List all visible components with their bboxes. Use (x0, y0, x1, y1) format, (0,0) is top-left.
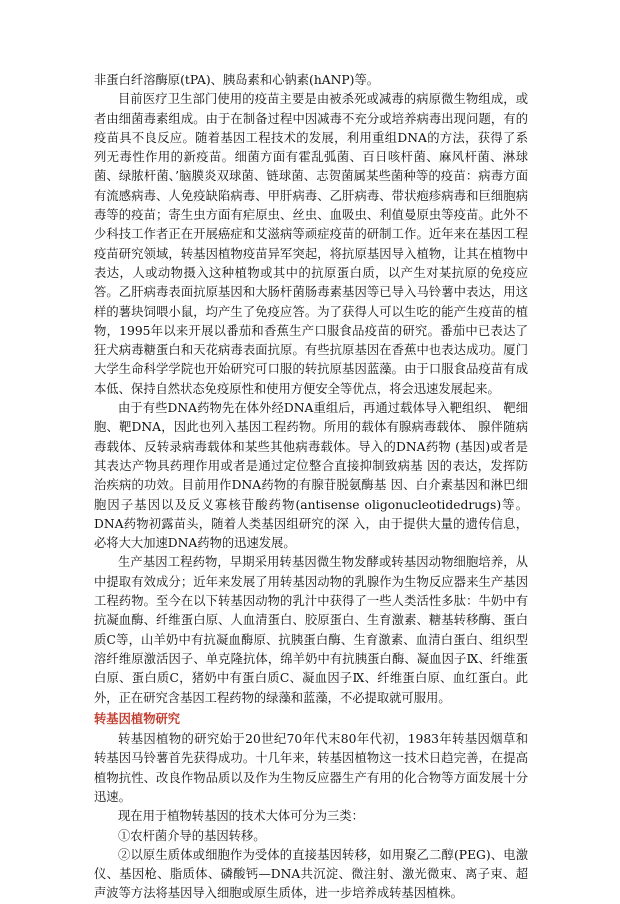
paragraph-vaccines: 目前医疗卫生部门使用的疫苗主要是由被杀死或减毒的病原微生物组成，或者由细菌毒素组成。由于在制备过程中因减毒不充分或培养病毒出现问题，有的疫苗具不良反应。随着基因工程技术的发展，利用重组DNA的方法，获得了系列无毒性作用的新疫苗。细菌方面有霍乱弧菌、百日咳杆菌、麻风杆菌、淋球菌、绿脓杆菌、’脑膜炎双球菌、链球菌、志贺菌属某些菌种等的疫苗：病毒方面有流感病毒、人免疫缺陷病毒、甲肝病毒、乙肝病毒、带状疱疹病毒和巨细胞病毒等的疫苗；寄生虫方面有疟原虫、丝虫、血吸虫、利值曼原虫等疫苗。此外不少科技工作者正在开展癌症和艾滋病等顽症疫苗的研制工作。近年来在基因工程疫苗研究领域，转基因植物疫苗异军突起，将抗原基因导入植物，让其在植物中表达，人或动物摄入这种植物或其中的抗原蛋白质，以产生对某抗原的免疫应答。乙肝病毒表面抗原基因和大肠杆菌肠毒素基因等已导入马铃薯中表达，用这样的薯块饲喂小鼠，均产生了免疫应答。为了获得人可以生吃的能产生疫苗的植物，1995年以来开展以番茄和香蕉生产口服食品疫苗的研究。番茄中已表达了狂犬病毒糖蛋白和天花病毒表面抗原。有些抗原基因在香蕉中也表达成功。厦门大学生命科学学院也开始研究可口服的转抗原基因蓝藻。由于口服食品疫苗有成本低、保持自然状态免疫原性和使用方便安全等优点，将会迅速发展起来。 (94, 92, 528, 396)
paragraph-transgenic-plants: 转基因植物的研究始于20世纪70年代末80年代初，1983年转基因烟草和转基因马铃薯首先获得成功。十几年来，转基因植物这一技术日趋完善，在提高植物抗性、改良作物品质以及作为生物反应器生产有用的化合物等方面发展十分迅速。 (94, 732, 528, 804)
paragraph-tpa-continuation: 非蛋白纤溶酶原(tPA)、胰岛素和心钠素(hANP)等。 (94, 73, 380, 87)
section-heading: 转基因植物研究 (94, 710, 181, 726)
paragraph-transgenic-animals: 生产基因工程药物，早期采用转基因微生物发酵或转基因动物细胞培养，从中提取有效成分；近年来发展了用转基因动物的乳腺作为生物反应器来生产基因工程药物。至今在以下转基因动物的乳汁中获得了一些人类活性多肽：牛奶中有抗凝血酶、纤维蛋白原、人血清蛋白、胶原蛋白、生育激素、糖基转移酶、蛋白质C等，山羊奶中有抗凝血酶原、抗胰蛋白酶、生育激素、血清白蛋白、组织型溶纤维原激活因子、单克隆抗体，绵羊奶中有抗胰蛋白酶、凝血因子Ⅸ、纤维蛋白原、蛋白质C，猪奶中有蛋白质C、凝血因子Ⅸ、纤维蛋白原、血红蛋白。此外，正在研究含基因工程药物的绿藻和蓝藻，不必提取就可服用。 (94, 555, 528, 705)
list-item-agrobacterium: ①农杆菌介导的基因转移。 (118, 828, 266, 843)
paragraph-techniques-intro: 现在用于植物转基因的技术大体可分为三类： (118, 809, 364, 824)
list-item-direct-transfer: ②以原生质体或细胞作为受体的直接基因转移，如用聚乙二醇(PEG)、电激仪、基因枪、脂质体、磷酸钙—DNA共沉淀、微注射、激光微束、离子束、超声波等方法将基因导入细胞或原生质体，进一步培养成转基因植株。 (94, 847, 528, 901)
paragraph-dna-drugs: 由于有些DNA药物先在体外经DNA重组后，再通过载体导入靶组织、 靶细胞、靶DNA，因此也列入基因工程药物。所用的载体有腺病毒载体、 腺伴随病毒载体、反转录病毒载体和某些其他病毒载体。导入的DNA药物 (基因)或者是其表达产物具药理作用或者是通过定位整合直接抑制致病基 因的表达，发挥防治疾病的功效。目前用作DNA药物的有腺苷脱氨酶基 因、白介素基因和淋巴细胞因子基因以及反义寡核苷酸药物(antisense oligonucleotidedrugs)等。DNA药物初露苗头，随着人类基因组研究的深 入，由于提供大量的遗传信息，必将大大加速DNA药物的迅速发展。 (94, 401, 528, 551)
